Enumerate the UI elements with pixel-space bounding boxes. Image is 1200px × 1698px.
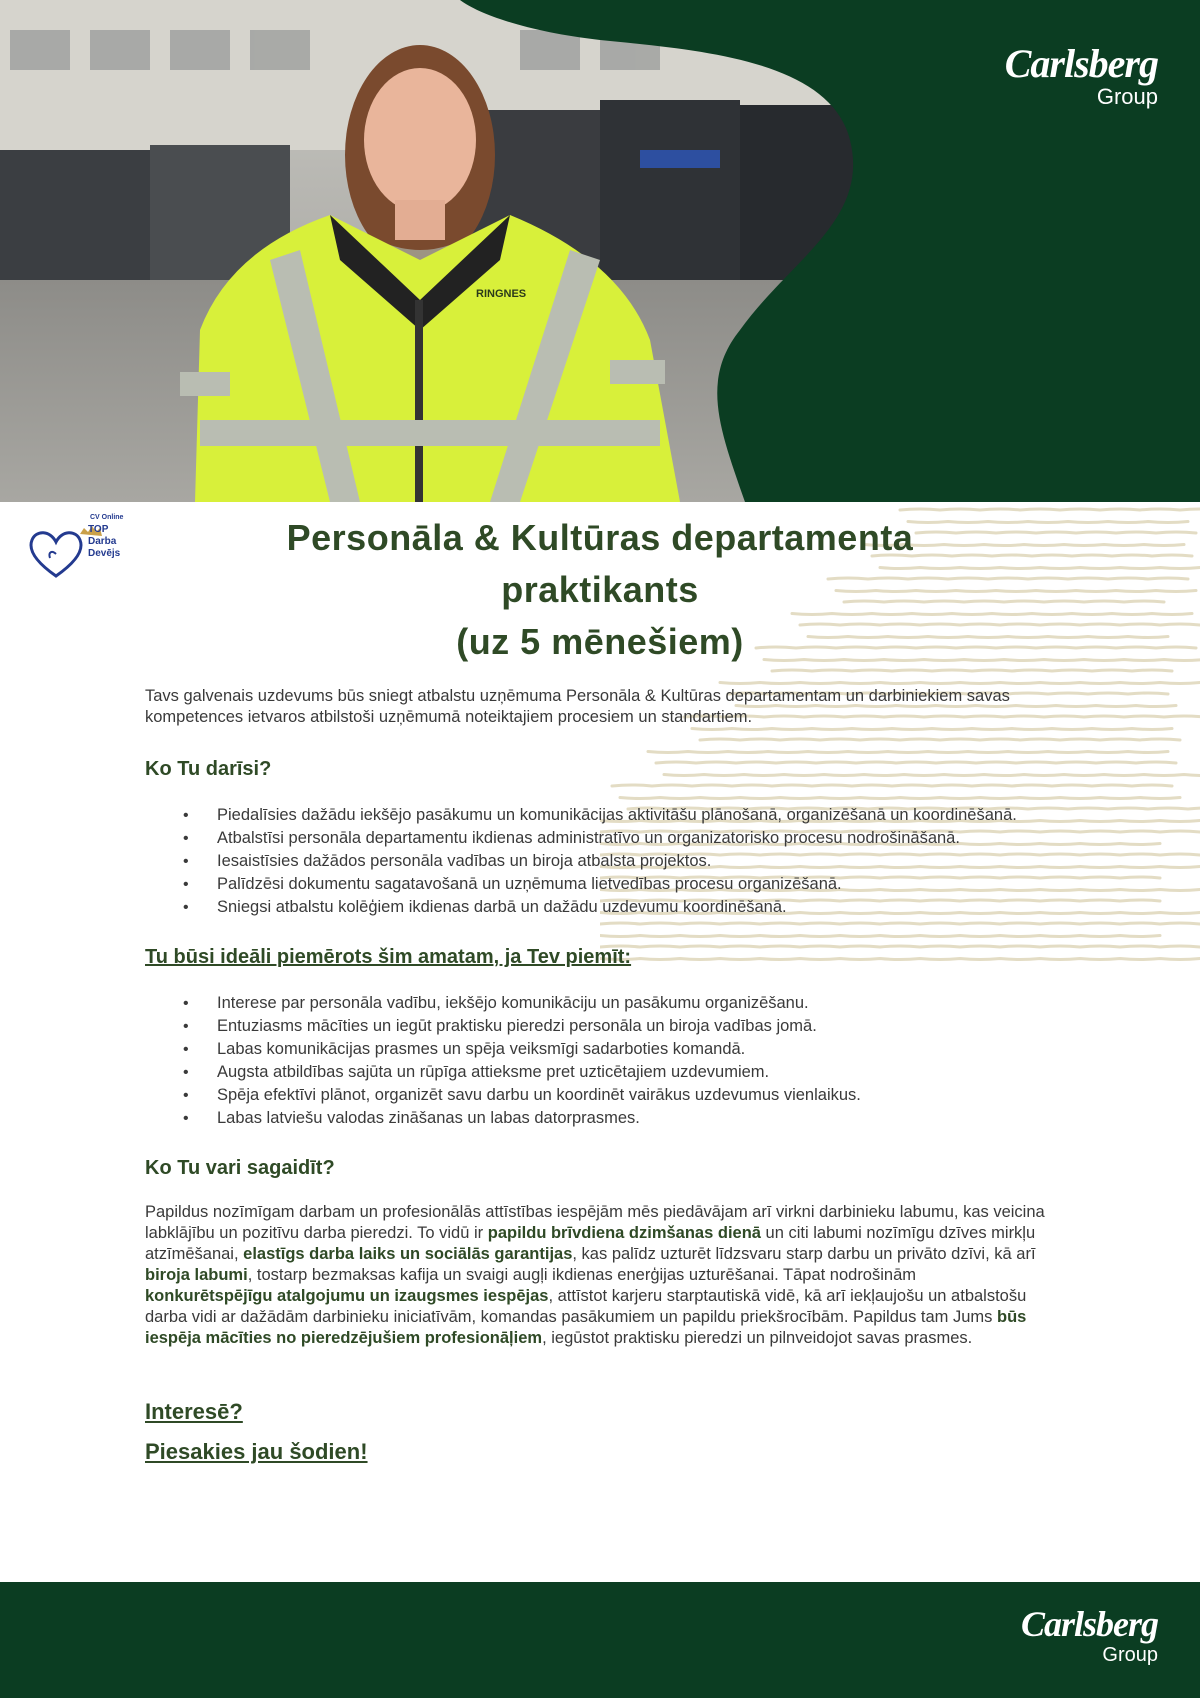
list-item: • Entuziasms mācīties un iegūt praktisku pieredzi personāla un biroja vadības jomā. xyxy=(145,1015,1045,1038)
benefits-text: , kas palīdz uzturēt līdzsvaru starp darbu un privāto dzīvi, kā arī xyxy=(572,1245,1036,1263)
list-item: • Interese par personāla vadību, iekšējo komunikāciju un pasākumu organizēšanu. xyxy=(145,992,1045,1015)
list-item: • Augsta atbildības sajūta un rūpīga attieksme pret uzticētajiem uzdevumiem. xyxy=(145,1061,1045,1084)
list-item: • Labas komunikācijas prasmes un spēja veiksmīgi sadarboties komandā. xyxy=(145,1038,1045,1061)
jacket-print: RINGNES xyxy=(476,288,527,300)
logo-wordmark: Carlsberg xyxy=(1004,41,1158,86)
intro-paragraph: Tavs galvenais uzdevums būs sniegt atbalstu uzņēmuma Personāla & Kultūras departamentam un darbiniekiem savas kompetences ietvaros atbilstoši uzņēmumā noteiktajiem procesiem un standartiem. xyxy=(145,687,1010,726)
benefits-highlight: papildu brīvdiena dzimšanas dienā xyxy=(487,1224,761,1242)
benefits-text: Papildus nozīmīgam darbam un profesionālās attīstības iespējām mēs piedāvājam arī virkni darbinieku labumu, kas veicina labklājību un pozitīvu darba pieredzi. To vidū ir xyxy=(145,1203,1045,1242)
title-line-2: praktikants xyxy=(501,569,699,610)
benefits-highlight: konkurētspējīgu atalgojumu un izaugsmes iespējas xyxy=(145,1287,549,1305)
benefits-highlight: būs iespēja mācīties no pieredzējušiem profesionāļiem xyxy=(145,1308,1027,1347)
benefits-highlight: elastīgs darba laiks un sociālās garantijas xyxy=(243,1245,573,1263)
list-item: • Labas latviešu valodas zināšanas un labas datorprasmes. xyxy=(145,1107,1045,1130)
stripe-line xyxy=(720,683,1200,684)
logo-wordmark: Carlsberg xyxy=(1020,1604,1158,1644)
section-benefits-heading: Ko Tu vari sagaidīt? xyxy=(145,1157,335,1179)
list-item: • Atbalstīsi personāla departamentu ikdienas administratīvo un organizatorisko procesu nodrošināšanā. xyxy=(145,827,1045,850)
badge-line3: Devējs xyxy=(88,548,121,559)
benefits-text: , tostarp bezmaksas kafija un svaigi augļi ikdienas enerģijas uzturēšanai. Tāpat nodrošinām xyxy=(247,1266,917,1284)
stripe-line xyxy=(772,670,1172,671)
logo-group-text: Group xyxy=(1102,1644,1158,1666)
job-description xyxy=(145,686,1045,1465)
benefits-paragraph xyxy=(145,1202,1045,1349)
benefits-text: un citi labumi nozīmīgu dzīves mirkļu atzīmēšanai, xyxy=(145,1224,1036,1263)
list-item: • Iesaistīsies dažādos personāla vadības un biroja atbalsta projektos. xyxy=(145,850,1045,873)
benefits-text: , attīstot karjeru starptautiskā vidē, kā arī iekļaujošu un atbalstošu darba vidi ar dažādām darbinieku iniciatīvām, komandas pasākumiem un papildu priekšrocībām. Papildus tam Jums xyxy=(145,1287,1027,1326)
list-item: • Spēja efektīvi plānot, organizēt savu darbu un koordinēt vairākus uzdevumus vienlaikus. xyxy=(145,1084,1045,1107)
section-requirements-heading: Tu būsi ideāli piemērots šim amatam, ja Tev piemīt: xyxy=(145,946,632,968)
title-line-3: (uz 5 mēnešiem) xyxy=(456,621,744,662)
list-item: • Palīdzēsi dokumentu sagatavošanā un uzņēmuma lietvedības procesu organizēšanā. xyxy=(145,873,1045,896)
benefits-text: , iegūstot praktisku pieredzi un pilnveidojot savas prasmes. xyxy=(542,1329,973,1347)
cta-apply-link[interactable]: Piesakies jau šodien! xyxy=(145,1439,368,1464)
logo-group-text: Group xyxy=(1096,84,1158,109)
section-duties-heading: Ko Tu darīsi? xyxy=(145,758,272,780)
badge-line1: TOP xyxy=(88,524,109,535)
carlsberg-logo-top xyxy=(1004,41,1158,109)
title-line-1: Personāla & Kultūras departamenta xyxy=(286,517,914,558)
requirements-list xyxy=(145,992,1045,1130)
stripe-line xyxy=(900,509,1200,510)
badge-line2: Darba xyxy=(88,536,117,547)
top-employer-badge xyxy=(26,514,136,584)
list-item: • Piedalīsies dažādu iekšējo pasākumu un komunikācijas aktivitāšu plānošanā, organizēšanā un koordinēšanā. xyxy=(145,804,1045,827)
benefits-highlight: biroja labumi xyxy=(145,1266,248,1284)
cta-interested[interactable]: Interesē? xyxy=(145,1399,243,1424)
duties-list xyxy=(145,804,1045,919)
list-item: • Sniegsi atbalstu kolēģiem ikdienas darbā un dažādu uzdevumu koordinēšanā. xyxy=(145,896,1045,919)
job-title xyxy=(140,512,1060,668)
hero-banner xyxy=(0,0,1200,502)
carlsberg-logo-bottom xyxy=(1021,1606,1158,1666)
badge-source: CV Online xyxy=(90,514,124,521)
footer-bar xyxy=(0,1582,1200,1698)
